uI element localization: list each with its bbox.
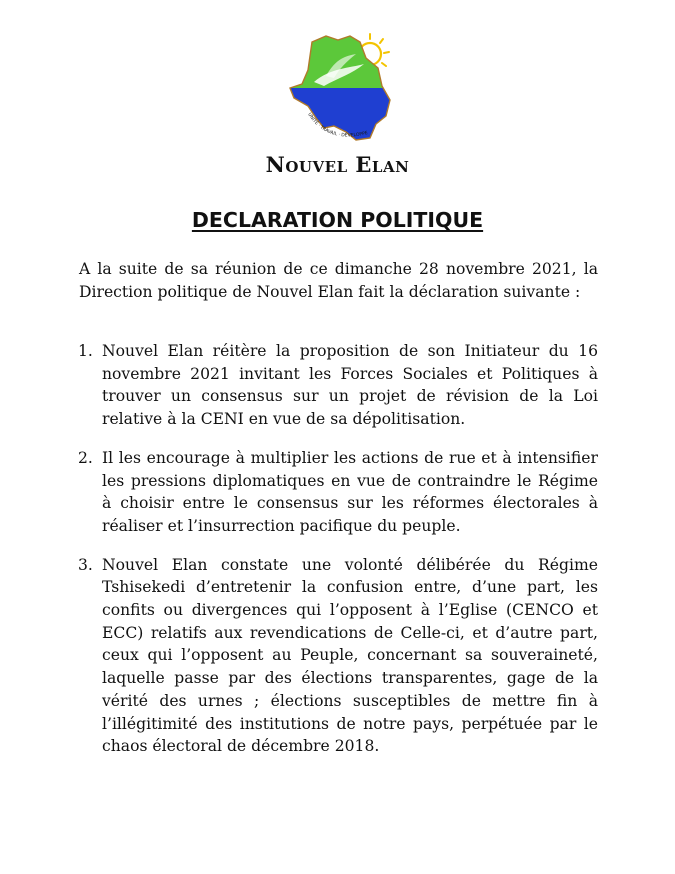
point-text: Nouvel Elan constate une volonté délibérée du Régime Tshisekedi d’entretenir la confusion entre, d’une part, les confits ou divergences qui l’opposent à l’Eglise (CENCO et ECC) relatifs aux revendications de Celle-ci, et d’autre part, ceux qui l’opposent au Peuple, concernant sa souveraineté, laquelle passe par des élections transparentes, gage de la vérité des urnes ; élections susceptibles de mettre fin à l’illégitimité des institutions de notre pays, perpétuée par le chaos électoral de décembre 2018. [102,555,598,756]
point-text: Il les encourage à multiplier les actions de rue et à intensifier les pressions diplomatiques en vue de contraindre le Régime à choisir entre le consensus sur les réformes électorales à réaliser et l’insurrection pacifique du peuple. [102,448,598,535]
point-number: 2. [78,448,93,467]
document-title: DECLARATION POLITIQUE [191,208,484,232]
logo-motto: UNITÉ · TRAVAIL · DÉVELOPPE [306,112,369,139]
nouvel-elan-logo [286,28,402,150]
declaration-point-2 [78,447,598,538]
point-number: 3. [78,555,93,574]
declaration-points [78,340,598,774]
point-number: 1. [78,342,93,360]
organization-name: Nouvel Elan [265,152,410,177]
intro-paragraph: A la suite de sa réunion de ce dimanche 28 novembre 2021, la Direction politique de Nouvel Elan fait la déclaration suivante : [79,260,598,301]
declaration-point-1 [78,340,598,431]
point-text: Nouvel Elan réitère la proposition de son Initiateur du 16 novembre 2021 invitant les Forces Sociales et Politiques à trouver un consensus sur un projet de révision de la Loi relative à la CENI en vue de sa dépolitisation. [102,342,598,429]
declaration-point-3 [78,554,598,758]
